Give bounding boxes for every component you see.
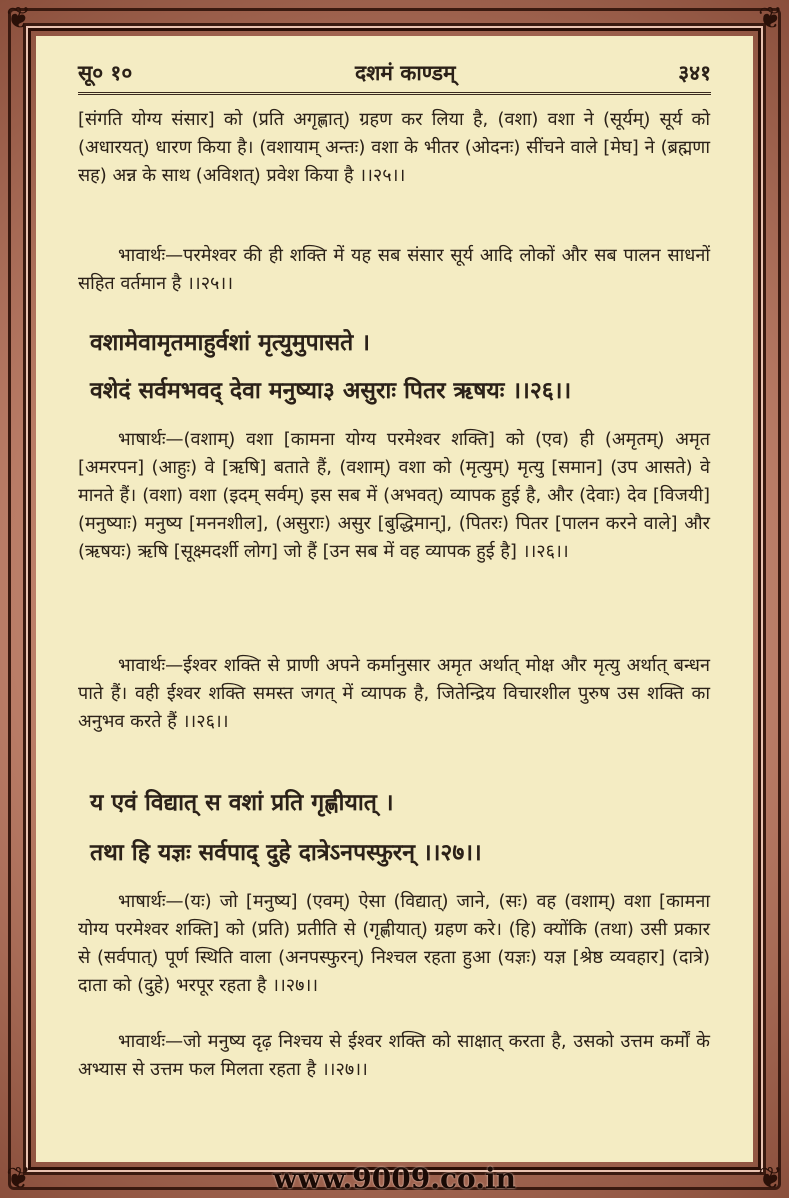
paragraph-2: भावार्थः—परमेश्वर की ही शक्ति में यह सब संसार सूर्य आदि लोकों और सब पालन साधनों सहित वर्तमान है ।।२५।। (78, 245, 710, 294)
verse-27-line-2: तथा हि यज्ञः सर्वपाद् दुहे दात्रेऽनपस्फुरन् ।।२७।। (90, 839, 482, 866)
corner-swirl-icon: ❦ (6, 1161, 32, 1196)
page-title: दशमं काण्डम् (354, 61, 456, 85)
header-rule (78, 92, 711, 95)
paragraph-5: भाषार्थः—(यः) जो [मनुष्य] (एवम्) ऐसा (विद्यात्) जाने, (सः) वह (वशाम्) वशा [कामना योग्य परमेश्वर शक्ति] को (प्रति) प्रतीति से (गृह्णीयात्) ग्रहण करे। (हि) क्योंकि (तथा) उसी प्रकार से (सर्वपात्) पूर्ण स्थिति वाला (अनपस्फुरन्) निश्चल रहता हुआ (यज्ञः) यज्ञ [श्रेष्ठ व्यवहार] (दात्रे) दाता को (दुहे) भरपूर रहता है ।।२७।। (78, 891, 710, 996)
sukta-number: सू० १० (78, 61, 133, 85)
corner-swirl-icon: ❦ (6, 1, 32, 36)
verse-27-line-1: य एवं विद्यात् स वशां प्रति गृह्णीयात् । (90, 789, 394, 816)
paragraph-6: भावार्थः—जो मनुष्य दृढ़ निश्चय से ईश्वर शक्ति को साक्षात् करता है, उसको उत्तम कर्मों के अभ्यास से उत्तम फल मिलता रहता है ।।२७।। (78, 1031, 710, 1080)
page-number: ३४१ (678, 61, 711, 85)
page-header (78, 56, 711, 90)
paragraph-4: भावार्थः—ईश्वर शक्ति से प्राणी अपने कर्मानुसार अमृत अर्थात् मोक्ष और मृत्यु अर्थात् बन्धन पाते हैं। वही ईश्वर शक्ति समस्त जगत् में व्यापक है, जितेन्द्रिय विचारशील पुरुष उस शक्ति का अनुभव करते हैं ।।२६।। (78, 655, 710, 732)
paragraph-3: भाषार्थः—(वशाम्) वशा [कामना योग्य परमेश्वर शक्ति] को (एव) ही (अमृतम्) अमृत [अमरपन] (आहुः) वे [ऋषि] बताते हैं, (वशाम्) वशा को (मृत्युम्) मृत्यु [समान] (उप आसते) वे मानते हैं। (वशा) वशा (इदम् सर्वम्) इस सब में (अभवत्) व्यापक हुई है, और (देवाः) देव [विजयी] (मनुष्याः) मनुष्य [मननशील], (असुराः) असुर [बुद्धिमान्], (पितरः) पितर [पालन करने वाले] और (ऋषयः) ऋषि [सूक्ष्मदर्शी लोग] जो हैं [उन सब में वह व्यापक हुई है] ।।२६।। (78, 429, 710, 562)
corner-swirl-icon: ❦ (757, 1161, 783, 1196)
verse-26-line-2: वशेदं सर्वमभवद् देवा मनुष्या३ असुराः पितर ऋषयः ।।२६।। (90, 377, 572, 404)
paragraph-1: [संगति योग्य संसार] को (प्रति अगृह्णात्) ग्रहण कर लिया है, (वशा) वशा ने (सूर्यम्) सूर्य को (अधारयत्) धारण किया है। (वशायाम् अन्तः) वशा के भीतर (ओदनः) सींचने वाले [मेघ] ने (ब्रह्मणा सह) अन्न के साथ (अविशत्) प्रवेश किया है ।।२५।। (78, 109, 710, 186)
website-watermark[interactable] (0, 1162, 789, 1196)
verse-26-line-1: वशामेवामृतमाहुर्वशां मृत्युमुपासते । (90, 329, 370, 356)
corner-swirl-icon: ❦ (757, 1, 783, 36)
website-link[interactable]: www.9009.co.in (273, 1162, 516, 1195)
book-page (36, 36, 753, 1162)
